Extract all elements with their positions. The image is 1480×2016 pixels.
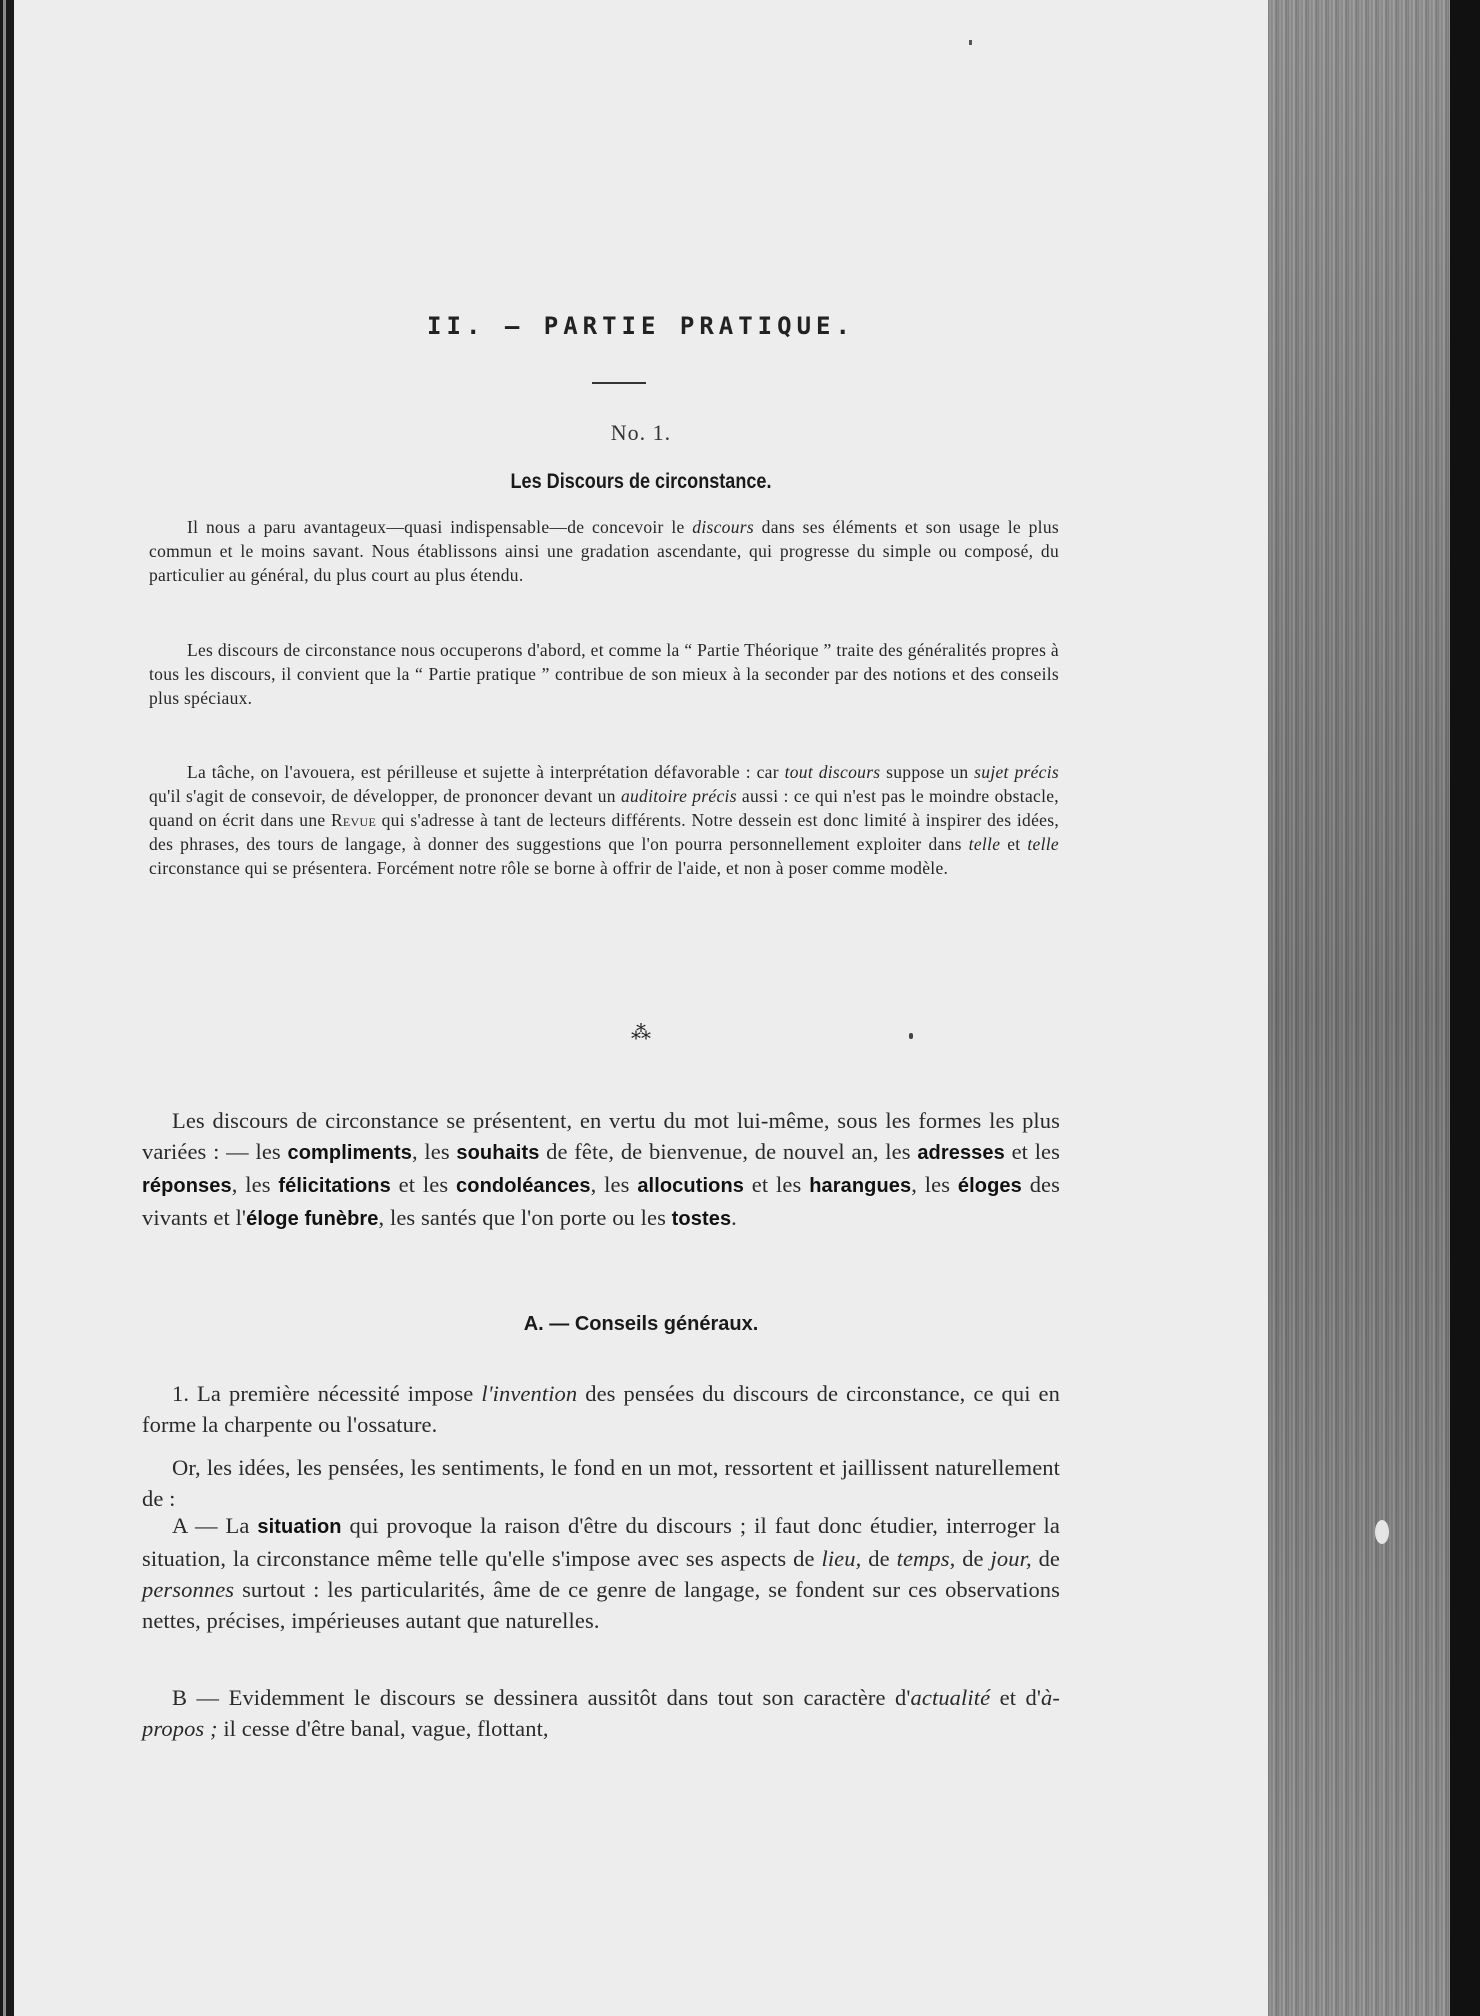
intro-paragraph: La tâche, on l'avouera, est périlleuse et sujette à interprétation défavorable : car tout discours suppose un sujet précis qu'il s'agit de consevoir, de développer, de prononcer devant un auditoire précis aussi : ce qui n'est pas le moindre obstacle, quand on écrit dans une Revue qui s'adresse à tant de lecteurs différents. Notre dessein est donc limité à inspirer des idées, des phrases, des tours de langage, à donner des suggestions que l'on pourra personnellement exploiter dans telle et telle circonstance qui se présentera. Forcément notre rôle se borne à offrir de l'aide, et non à poser comme modèle. xyxy=(149,762,1060,878)
point-paragraph: A — La situation qui provoque la raison d'être du discours ; il faut donc étudier, interroger la situation, la circonstance même telle qu'elle s'impose avec ses aspects de lieu, de temps, de jour, de personnes surtout : les particularités, âme de ce genre de langage, se fondent sur ces observations nettes, précises, impérieuses autant que naturelles. xyxy=(142,1513,1061,1633)
paper-blotch xyxy=(1375,1520,1389,1544)
point-paragraph: Or, les idées, les pensées, les sentiments, le fond en un mot, ressortent et jaillissent naturellement de : xyxy=(142,1455,1060,1511)
ink-speck xyxy=(909,1033,913,1039)
point-paragraph: B — Evidemment le discours se dessinera aussitôt dans tout son caractère d'actualité et d'à-propos ; il cesse d'être banal, vague, flottant, xyxy=(142,1685,1060,1741)
title-rule xyxy=(592,382,646,384)
book-fore-edge xyxy=(1268,0,1450,2016)
asterism-mark: ⁂ xyxy=(631,1022,651,1044)
asterism xyxy=(14,1020,1268,1045)
article-title: Les Discours de circonstance. xyxy=(510,470,772,493)
section-title: II. — PARTIE PRATIQUE. xyxy=(427,312,855,340)
article-number: No. 1. xyxy=(610,420,672,445)
previous-page-edge xyxy=(0,0,14,2016)
forms-paragraph: Les discours de circonstance se présentent, en vertu du mot lui-même, sous les formes les plus variées : — les compliments, les souhaits de fête, de bienvenue, de nouvel an, les adresses et les réponses, les félicitations et les condoléances, les allocutions et les harangues, les éloges des vivants et l'éloge funèbre, les santés que l'on porte ou les tostes. xyxy=(142,1108,1060,1230)
point-paragraph: 1. La première nécessité impose l'invention des pensées du discours de circonstance, ce qui en forme la charpente ou l'ossature. xyxy=(142,1381,1060,1437)
intro-paragraph: Il nous a paru avantageux—quasi indispensable—de concevoir le discours dans ses éléments et son usage le plus commun et le moins savant. Nous établissons ainsi une gradation ascendante, qui progresse du simple ou composé, du particulier au général, du plus court au plus étendu. xyxy=(149,517,1059,585)
sub-heading: A. — Conseils généraux. xyxy=(523,1313,759,1335)
scan-background xyxy=(1450,0,1480,2016)
page-sheet xyxy=(14,0,1268,2016)
dust-speck xyxy=(969,40,972,45)
intro-paragraph: Les discours de circonstance nous occuperons d'abord, et comme la “ Partie Théorique ” traite des généralités propres à tous les discours, il convient que la “ Partie pratique ” contribue de son mieux à la seconder par des notions et des conseils plus spéciaux. xyxy=(149,640,1059,708)
